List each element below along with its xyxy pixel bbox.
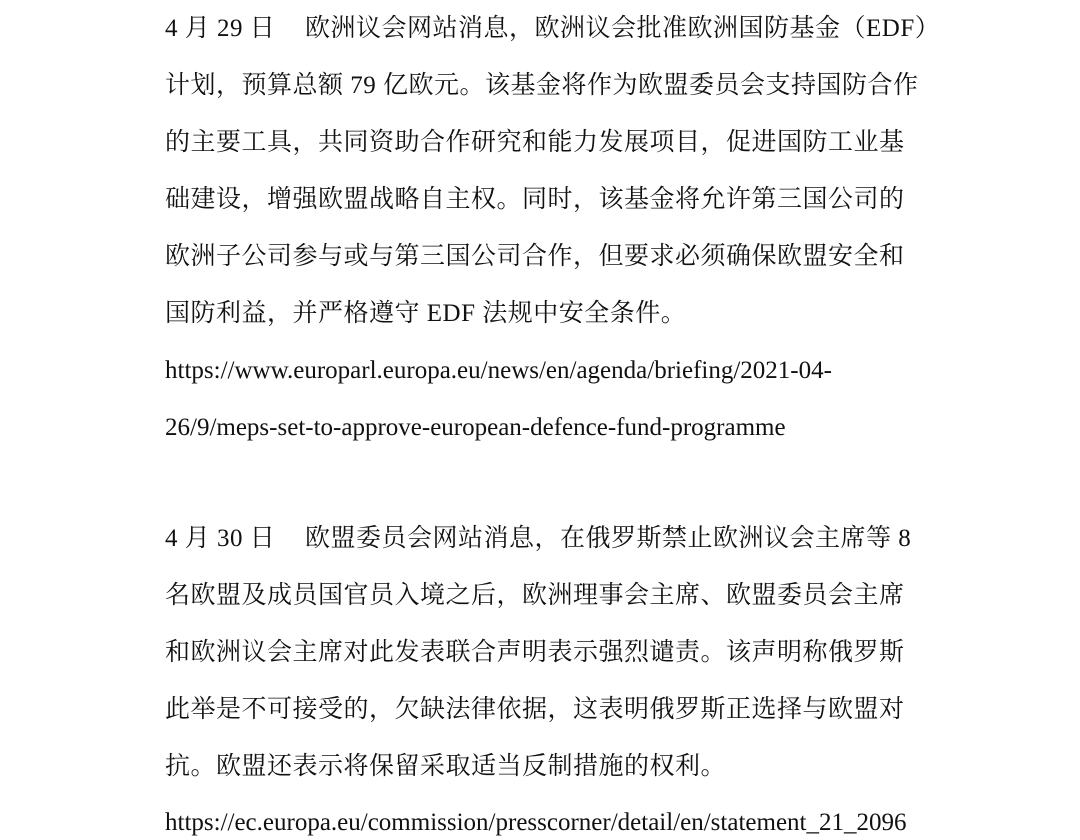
- entry-1-source-url[interactable]: https://www.europarl.europa.eu/news/en/agenda/briefing/2021-04-: [165, 357, 832, 384]
- entry-1-text-line: 础建设，增强欧盟战略自主权。同时，该基金将允许第三国公司的: [165, 186, 905, 213]
- entry-2-line-1: [165, 522, 925, 556]
- entry-2-date: 4 月 30 日: [165, 525, 276, 552]
- entry-2-text-line: 和欧洲议会主席对此发表联合声明表示强烈谴责。该声明称俄罗斯: [165, 639, 905, 666]
- entry-1-text-line: 的主要工具，共同资助合作研究和能力发展项目，促进国防工业基: [165, 129, 905, 156]
- entry-1-text-line: 欧洲议会网站消息，欧洲议会批准欧洲国防基金（EDF）: [305, 15, 941, 42]
- entry-2-text-line: 欧盟委员会网站消息，在俄罗斯禁止欧洲议会主席等 8: [305, 525, 912, 552]
- entry-1-text-line: 计划，预算总额 79 亿欧元。该基金将作为欧盟委员会支持国防合作: [165, 72, 919, 99]
- entry-1-text-line: 欧洲子公司参与或与第三国公司合作，但要求必须确保欧盟安全和: [165, 243, 905, 270]
- entry-2-text-line: 抗。欧盟还表示将保留采取适当反制措施的权利。: [165, 753, 727, 780]
- entry-1-source-url[interactable]: 26/9/meps-set-to-approve-european-defence-fund-programme: [165, 414, 786, 441]
- entry-2-source-url[interactable]: https://ec.europa.eu/commission/presscorner/detail/en/statement_21_2096: [165, 809, 907, 836]
- entry-2-text-line: 此举是不可接受的，欠缺法律依据，这表明俄罗斯正选择与欧盟对: [165, 696, 905, 723]
- entry-2-text-line: 名欧盟及成员国官员入境之后，欧洲理事会主席、欧盟委员会主席: [165, 582, 905, 609]
- entry-1-line-1: [165, 12, 941, 46]
- entry-1-date: 4 月 29 日: [165, 15, 276, 42]
- entry-1-text-line: 国防利益，并严格遵守 EDF 法规中安全条件。: [165, 300, 687, 327]
